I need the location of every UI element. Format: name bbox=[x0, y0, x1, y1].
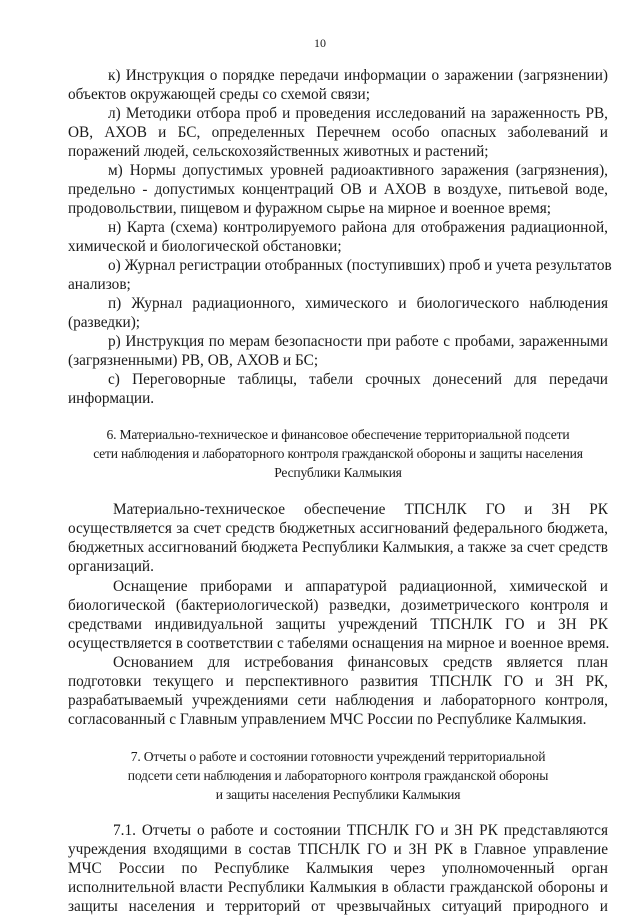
section-6-paragraph-3-line-4: согласованный с Главным управлением МЧС России по Республике Калмыкия. bbox=[68, 711, 587, 728]
section-7-paragraph-1-line-2: учреждения входящими в состав ТПСНЛК ГО и ЗН РК в Главное управление bbox=[68, 841, 608, 858]
section-6-paragraph-2-line-4: осуществляется в соответствии с табелями оснащения на мирное и военное время. bbox=[68, 635, 610, 652]
section-6-heading-line-3: Республики Калмыкия bbox=[274, 465, 402, 480]
list-item-m-line-1: м) Нормы допустимых уровней радиоактивного заражения (загрязнения), bbox=[108, 162, 608, 179]
section-6-paragraph-1-line-4: организаций. bbox=[68, 558, 154, 575]
section-6-paragraph-3-line-2: подготовки текущего и перспективного развития ТПСНЛК ГО и ЗН РК, bbox=[68, 673, 608, 690]
section-6-paragraph-1-line-2: осуществляется за счет средств бюджетных ассигнований федерального бюджета, bbox=[68, 520, 608, 537]
list-item-k-line-1: к) Инструкция о порядке передачи информации о заражении (загрязнении) bbox=[108, 67, 608, 84]
section-6-heading-line-1: 6. Материально-техническое и финансовое обеспечение территориальной подсети bbox=[106, 427, 570, 442]
section-7-paragraph-1-line-4: исполнительной власти Республики Калмыкия в области гражданской обороны и bbox=[68, 879, 608, 896]
section-6-paragraph-1-line-3: бюджетных ассигнований бюджета Республики Калмыкия, а также за счет средств bbox=[68, 539, 608, 556]
section-7-heading-line-1: 7. Отчеты о работе и состоянии готовности учреждений территориальной bbox=[130, 749, 546, 764]
list-item-o-line-1: о) Журнал регистрации отобранных (поступивших) проб и учета результатов bbox=[108, 257, 612, 274]
page-number: 10 bbox=[314, 36, 326, 50]
list-item-s-line-2: информации. bbox=[68, 390, 155, 407]
list-item-l-line-1: л) Методики отбора проб и проведения исследований на зараженность РВ, bbox=[108, 105, 608, 122]
section-6-paragraph-3-line-1: Основанием для истребования финансовых средств является план bbox=[113, 654, 608, 671]
section-7-heading-line-3: и защиты населения Республики Калмыкия bbox=[215, 787, 461, 802]
section-6-heading-line-2: сети наблюдения и лабораторного контроля гражданской обороны и защиты населения bbox=[93, 446, 583, 461]
section-6-paragraph-2-line-3: средствами индивидуальной защиты учреждений ТПСНЛК ГО и ЗН РК bbox=[68, 616, 608, 633]
list-item-o-line-2: анализов; bbox=[68, 276, 131, 293]
list-item-r-line-2: (загрязненными) РВ, ОВ, АХОВ и БС; bbox=[68, 352, 319, 369]
list-item-k-line-2: объектов окружающей среды со схемой связи; bbox=[68, 86, 370, 103]
list-item-n-line-2: химической и биологической обстановки; bbox=[68, 238, 342, 255]
section-6-paragraph-3-line-3: разрабатываемый учреждениями сети наблюдения и лабораторного контроля, bbox=[68, 692, 608, 709]
section-7-paragraph-1-line-1: 7.1. Отчеты о работе и состоянии ТПСНЛК ГО и ЗН РК представляются bbox=[113, 822, 608, 839]
section-7-paragraph-1-line-5: защиты населения и территорий от чрезвычайных ситуаций природного и bbox=[68, 898, 608, 915]
section-7-paragraph-1-line-3: МЧС России по Республике Калмыкия через уполномоченный орган bbox=[68, 860, 608, 877]
list-item-m-line-2: предельно - допустимых концентраций ОВ и АХОВ в воздухе, питьевой воде, bbox=[68, 181, 608, 198]
section-6-paragraph-2-line-1: Оснащение приборами и аппаратурой радиационной, химической и bbox=[113, 578, 608, 595]
list-item-p-line-2: (разведки); bbox=[68, 314, 141, 331]
section-7-heading-line-2: подсети сети наблюдения и лабораторного контроля гражданской обороны bbox=[127, 768, 549, 783]
list-item-l-line-3: поражений людей, сельскохозяйственных животных и растений; bbox=[68, 143, 489, 160]
list-item-s-line-1: с) Переговорные таблицы, табели срочных донесений для передачи bbox=[108, 371, 608, 388]
list-item-p-line-1: п) Журнал радиационного, химического и биологического наблюдения bbox=[108, 295, 608, 312]
list-item-l-line-2: ОВ, АХОВ и БС, определенных Перечнем особо опасных заболеваний и bbox=[68, 124, 608, 141]
list-item-r-line-1: р) Инструкция по мерам безопасности при работе с пробами, зараженными bbox=[108, 333, 608, 350]
section-6-paragraph-2-line-2: биологической (бактериологической) разведки, дозиметрического контроля и bbox=[68, 597, 608, 614]
list-item-n-line-1: н) Карта (схема) контролируемого района для отображения радиационной, bbox=[108, 219, 608, 236]
section-6-paragraph-1-line-1: Материально-техническое обеспечение ТПСНЛК ГО и ЗН РК bbox=[113, 501, 608, 518]
list-item-m-line-3: продовольствии, пищевом и фуражном сырье на мирное и военное время; bbox=[68, 200, 551, 217]
